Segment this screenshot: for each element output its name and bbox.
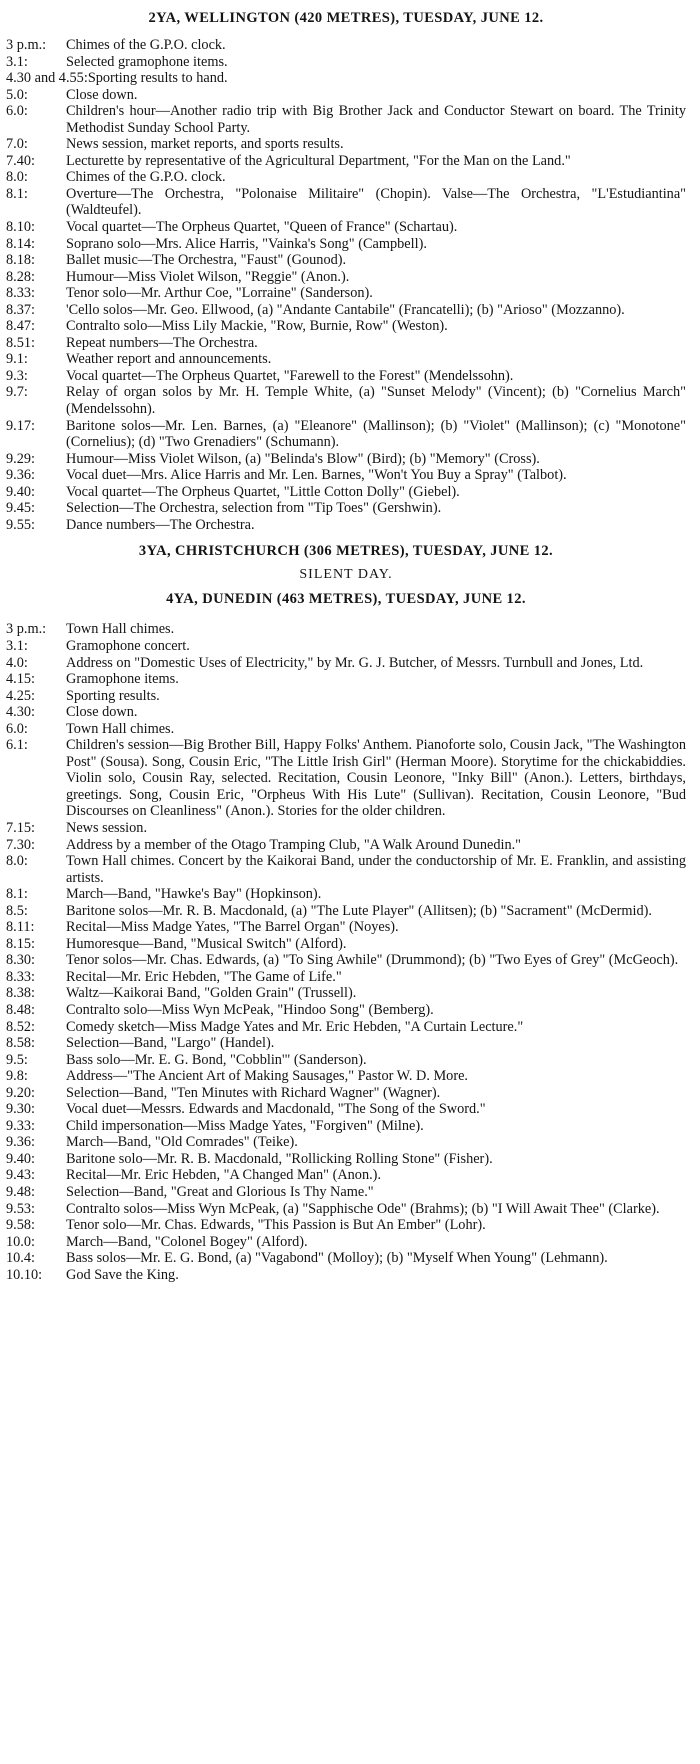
programme-item (6, 1035, 686, 1052)
programme-item (6, 704, 686, 721)
programme-time: 8.0: (6, 169, 28, 186)
programme-time: 10.0: (6, 1233, 35, 1250)
programme-time: 4.30: (6, 704, 35, 721)
programme-item (6, 351, 686, 368)
programme-time: 7.0: (6, 136, 28, 153)
programme-description: Contralto solo—Miss Wyn McPeak, "Hindoo Song" (Bemberg). (66, 1001, 434, 1018)
programme-time: 5.0: (6, 86, 28, 103)
programme-time: 7.30: (6, 836, 35, 853)
programme-item (6, 467, 686, 484)
programme-time: 9.20: (6, 1084, 35, 1101)
programme-item (6, 484, 686, 501)
programme-description: Chimes of the G.P.O. clock. (66, 169, 226, 186)
programme-description: Close down. (66, 86, 138, 103)
programme-item (6, 153, 686, 170)
programme-item (6, 70, 686, 87)
programme-time: 8.30: (6, 952, 35, 969)
programme-description: Tenor solos—Mr. Chas. Edwards, (a) "To Sing Awhile" (Drummond); (b) "Two Eyes of Grey" (McGeoch). (66, 952, 679, 969)
programme-description: Contralto solo—Miss Lily Mackie, "Row, Burnie, Row" (Weston). (66, 318, 448, 335)
programme-item (6, 252, 686, 269)
programme-item (6, 1234, 686, 1251)
programme-time: 8.58: (6, 1035, 35, 1052)
programme-description: Bass solos—Mr. E. G. Bond, (a) "Vagabond" (Molloy); (b) "Myself When Young" (Lehmann). (66, 1250, 608, 1267)
programme-time: 10.4: (6, 1250, 35, 1267)
section-heading-3ya: 3YA, CHRISTCHURCH (306 METRES), TUESDAY, JUNE 12. (138, 543, 554, 560)
programme-item (6, 886, 686, 903)
programme-time: 4.0: (6, 654, 28, 671)
programme-item (6, 186, 686, 219)
programme-description: Gramophone concert. (66, 637, 190, 654)
programme-time: 4.25: (6, 687, 35, 704)
programme-time: 8.18: (6, 252, 35, 269)
programme-item (6, 638, 686, 655)
programme-item (6, 936, 686, 953)
programme-item (6, 737, 686, 820)
programme-item (6, 1085, 686, 1102)
programme-item (6, 1002, 686, 1019)
programme-description: Humour—Miss Violet Wilson, (a) "Belinda's Blow" (Bird); (b) "Memory" (Cross). (66, 450, 540, 467)
programme-description: Waltz—Kaikorai Band, "Golden Grain" (Trussell). (66, 985, 357, 1002)
programme-description: Town Hall chimes. (66, 720, 175, 737)
programme-time: 9.58: (6, 1217, 35, 1234)
programme-description: Address—"The Ancient Art of Making Sausages," Pastor W. D. More. (66, 1068, 469, 1085)
programme-description: Weather report and announcements. (66, 351, 272, 368)
programme-item (6, 1167, 686, 1184)
programme-item (6, 500, 686, 517)
programme-time: 9.33: (6, 1117, 35, 1134)
programme-description: March—Band, "Colonel Bogey" (Alford). (66, 1233, 308, 1250)
programme-description: Selection—Band, "Great and Glorious Is Thy Name." (66, 1184, 374, 1200)
programme-time: 8.38: (6, 985, 35, 1002)
programme-description: Address by a member of the Otago Tramping Club, "A Walk Around Dunedin." (66, 836, 522, 853)
programme-item (6, 302, 686, 319)
programme-item (6, 952, 686, 969)
programme-description: Lecturette by representative of the Agricultural Department, "For the Man on the Land." (66, 152, 571, 169)
programme-description: Children's hour—Another radio trip with Big Brother Jack and Conductor Stewart on board. The Trinity Methodist Sunday School Party. (66, 103, 686, 136)
programme-item (6, 169, 686, 186)
programme-item (6, 269, 686, 286)
programme-item (6, 87, 686, 104)
programme-item (6, 219, 686, 236)
programme-time: 9.36: (6, 467, 35, 484)
programme-description: News session. (66, 819, 148, 836)
programme-description: Overture—The Orchestra, "Polonaise Militaire" (Chopin). Valse—The Orchestra, "L'Estudiantina" (Waldteufel). (66, 185, 686, 219)
programme-time: 9.43: (6, 1167, 35, 1184)
programme-item (6, 621, 686, 638)
programme-description: Vocal quartet—The Orpheus Quartet, "Little Cotton Dolly" (Giebel). (66, 483, 460, 500)
programme-item (6, 1184, 686, 1201)
programme-time: 6.0: (6, 720, 28, 737)
section-heading-4ya: 4YA, DUNEDIN (463 METRES), TUESDAY, JUNE 12. (166, 591, 526, 608)
programme-time: 8.11: (6, 919, 35, 936)
programme-list-2ya (6, 37, 686, 533)
programme-time: 8.33: (6, 968, 35, 985)
programme-time: 4.15: (6, 671, 35, 688)
programme-item (6, 1118, 686, 1135)
programme-description: Sporting results. (66, 687, 160, 704)
programme-description: Recital—Mr. Eric Hebden, "A Changed Man" (Anon.). (66, 1167, 382, 1184)
programme-time: 6.0: (6, 103, 28, 120)
programme-description: Soprano solo—Mrs. Alice Harris, "Vainka's Song" (Campbell). (66, 235, 427, 252)
programme-time: 3 p.m.: (6, 621, 47, 638)
programme-item (6, 721, 686, 738)
programme-time: 8.15: (6, 935, 35, 952)
programme-item (6, 285, 686, 302)
programme-description: Vocal duet—Messrs. Edwards and Macdonald, "The Song of the Sword." (66, 1101, 486, 1118)
programme-time: 9.55: (6, 516, 35, 533)
programme-item (6, 969, 686, 986)
programme-time: 9.3: (6, 367, 28, 384)
programme-time: 9.45: (6, 500, 35, 517)
programme-description: Vocal quartet—The Orpheus Quartet, "Queen of France" (Schartau). (66, 219, 458, 236)
programme-time: 8.10: (6, 219, 35, 236)
programme-description: Gramophone items. (66, 671, 179, 688)
programme-description: Recital—Miss Madge Yates, "The Barrel Organ" (Noyes). (66, 919, 399, 936)
programme-description: Humour—Miss Violet Wilson, "Reggie" (Anon.). (66, 268, 350, 285)
programme-item (6, 37, 686, 54)
section-heading-2ya: 2YA, WELLINGTON (420 METRES), TUESDAY, JUNE 12. (148, 10, 544, 26)
programme-time: 8.1: (6, 886, 28, 903)
programme-time: 3.1: (6, 637, 28, 654)
programme-item (6, 54, 686, 71)
programme-description: Baritone solos—Mr. Len. Barnes, (a) "Eleanore" (Mallinson); (b) "Violet" (Mallinson); (c) "Monotone" (Cornelius); (d) "Two Grenadiers" (Schumann). (66, 417, 686, 451)
programme-item (6, 655, 686, 672)
programme-description: Selected gramophone items. (66, 53, 228, 70)
programme-description: March—Band, "Hawke's Bay" (Hopkinson). (66, 886, 322, 903)
programme-item (6, 1134, 686, 1151)
programme-time: 6.1: (6, 737, 28, 754)
programme-item (6, 903, 686, 920)
programme-time: 9.5: (6, 1051, 28, 1068)
programme-description: Recital—Mr. Eric Hebden, "The Game of Life." (66, 968, 342, 985)
programme-description: Selection—The Orchestra, selection from "Tip Toes" (Gershwin). (66, 500, 442, 517)
programme-time: 8.37: (6, 301, 35, 318)
programme-item (6, 1201, 686, 1218)
programme-time: 8.0: (6, 853, 28, 870)
programme-description: Bass solo—Mr. E. G. Bond, "Cobblin'" (Sanderson). (66, 1051, 367, 1068)
programme-time: 9.7: (6, 384, 28, 401)
programme-description: Selection—Band, "Ten Minutes with Richard Wagner" (Wagner). (66, 1084, 441, 1101)
programme-description: Vocal duet—Mrs. Alice Harris and Mr. Len. Barnes, "Won't You Buy a Spray" (Talbot). (66, 467, 567, 484)
programme-time: 9.8: (6, 1068, 28, 1085)
programme-time: 8.48: (6, 1001, 35, 1018)
programme-time: 8.14: (6, 235, 35, 252)
programme-item (6, 1052, 686, 1069)
programme-description: March—Band, "Old Comrades" (Teike). (66, 1134, 298, 1151)
programme-item (6, 671, 686, 688)
programme-time: 9.29: (6, 450, 35, 467)
programme-item (6, 451, 686, 468)
programme-time: 9.17: (6, 417, 35, 434)
programme-item (6, 368, 686, 385)
silent-day-note: SILENT DAY. (299, 567, 393, 583)
programme-time: 8.47: (6, 318, 35, 335)
programme-time: 9.48: (6, 1184, 35, 1200)
programme-item (6, 853, 686, 886)
programme-item (6, 517, 686, 534)
programme-item (6, 136, 686, 153)
programme-description: God Save the King. (66, 1266, 179, 1283)
programme-time: 8.52: (6, 1018, 35, 1035)
programme-time: 8.51: (6, 334, 35, 351)
programme-time: 7.15: (6, 819, 35, 836)
programme-time: 9.1: (6, 351, 28, 368)
programme-item (6, 1250, 686, 1267)
programme-item (6, 318, 686, 335)
programme-description: Baritone solo—Mr. R. B. Macdonald, "Rollicking Rolling Stone" (Fisher). (66, 1150, 493, 1167)
programme-description: Sporting results to hand. (87, 70, 228, 87)
programme-description: Town Hall chimes. (66, 621, 175, 638)
programme-description: Vocal quartet—The Orpheus Quartet, "Farewell to the Forest" (Mendelssohn). (66, 367, 514, 384)
programme-item (6, 919, 686, 936)
programme-time: 7.40: (6, 152, 35, 169)
programme-item (6, 335, 686, 352)
programme-item (6, 236, 686, 253)
programme-time: 8.33: (6, 285, 35, 302)
programme-time: 8.5: (6, 902, 28, 919)
programme-description: Dance numbers—The Orchestra. (66, 516, 255, 533)
programme-item (6, 688, 686, 705)
programme-item (6, 103, 686, 136)
programme-time: 8.28: (6, 268, 35, 285)
programme-time: 3.1: (6, 53, 28, 70)
programme-item (6, 1019, 686, 1036)
programme-description: Contralto solos—Miss Wyn McPeak, (a) "Sapphische Ode" (Brahms); (b) "I Will Await Thee" (Clarke). (66, 1200, 660, 1217)
programme-time: 9.40: (6, 1150, 35, 1167)
programme-description: Tenor solo—Mr. Chas. Edwards, "This Passion is But An Ember" (Lohr). (66, 1217, 486, 1234)
programme-time: 10.10: (6, 1266, 43, 1283)
programme-description: Selection—Band, "Largo" (Handel). (66, 1035, 275, 1052)
programme-time: 9.36: (6, 1134, 35, 1151)
programme-description: Humoresque—Band, "Musical Switch" (Alford). (66, 935, 347, 952)
programme-description: Ballet music—The Orchestra, "Faust" (Gounod). (66, 252, 347, 269)
programme-description: Address on "Domestic Uses of Electricity," by Mr. G. J. Butcher, of Messrs. Turnbull and Jones, Ltd. (66, 654, 644, 671)
programme-list-4ya (6, 621, 686, 1283)
programme-item (6, 837, 686, 854)
programme-item (6, 985, 686, 1002)
programme-item (6, 1267, 686, 1284)
programme-item (6, 1068, 686, 1085)
programme-item (6, 1217, 686, 1234)
programme-description: Relay of organ solos by Mr. H. Temple White, (a) "Sunset Melody" (Vincent); (b) "Cornelius March" (Mendelssohn). (66, 384, 686, 418)
programme-description: Comedy sketch—Miss Madge Yates and Mr. Eric Hebden, "A Curtain Lecture." (66, 1018, 524, 1035)
programme-time: 4.30 and 4.55: (6, 70, 88, 87)
programme-description: Children's session—Big Brother Bill, Happy Folks' Anthem. Pianoforte solo, Cousin Jack, "The Washington Post" (Sousa). Song, Cousin Eric, "The Little Irish Girl" (Herman Moore). Storytime for the chickabiddies. Violin solo, Cousin Ray, selected. Recitation, Cousin Leonore, "Inky Bill" (Anon.). Letters, birthdays, greetings. Song, Cousin Eric, "Orpheus With His Lute" (Sullivan). Recitation, Cousin Leonore, "Bud Discourses on Cleanliness" (Anon.). Stories for the older children. (66, 737, 686, 820)
programme-item (6, 418, 686, 451)
programme-time: 3 p.m.: (6, 37, 47, 53)
programme-description: 'Cello solos—Mr. Geo. Ellwood, (a) "Andante Cantabile" (Francatelli); (b) "Arioso" (Mozzanno). (66, 301, 625, 318)
programme-description: Close down. (66, 704, 138, 721)
programme-time: 9.53: (6, 1200, 35, 1217)
programme-description: Repeat numbers—The Orchestra. (66, 334, 258, 351)
programme-time: 9.40: (6, 483, 35, 500)
programme-description: Baritone solos—Mr. R. B. Macdonald, (a) "The Lute Player" (Allitsen); (b) "Sacrament" (McDermid). (66, 902, 652, 919)
programme-item (6, 1101, 686, 1118)
programme-description: News session, market reports, and sports results. (66, 136, 344, 153)
programme-description: Child impersonation—Miss Madge Yates, "Forgiven" (Milne). (66, 1117, 424, 1134)
programme-description: Chimes of the G.P.O. clock. (66, 37, 226, 53)
programme-description: Tenor solo—Mr. Arthur Coe, "Lorraine" (Sanderson). (66, 285, 373, 302)
programme-time: 8.1: (6, 185, 28, 202)
programme-item (6, 820, 686, 837)
programme-time: 9.30: (6, 1101, 35, 1118)
programme-description: Town Hall chimes. Concert by the Kaikorai Band, under the conductorship of Mr. E. Franklin, and assisting artists. (66, 853, 686, 886)
programme-item (6, 1151, 686, 1168)
programme-item (6, 384, 686, 417)
